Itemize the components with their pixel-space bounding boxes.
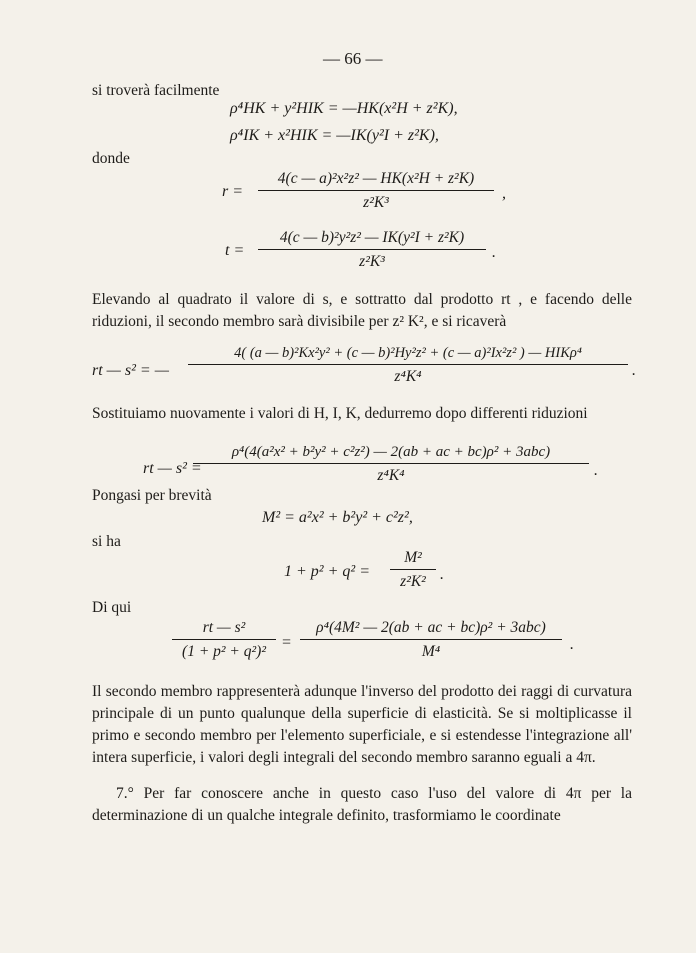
final-right-numerator: ρ⁴(4M² — 2(ab + ac + bc)ρ² + 3abc) xyxy=(316,619,546,636)
rt2-denominator: z⁴K⁴ xyxy=(377,467,405,484)
fraction-bar xyxy=(188,364,628,365)
r-tail: , xyxy=(502,185,506,202)
rt1-denominator: z⁴K⁴ xyxy=(394,368,422,385)
rt2-numerator: ρ⁴(4(a²x² + b²y² + c²z²) — 2(ab + ac + bc)ρ² + 3abc) xyxy=(231,444,551,460)
t-tail: . xyxy=(492,244,496,261)
rt1-fraction xyxy=(188,345,628,386)
rt1-tail: . xyxy=(632,362,636,379)
fraction-bar xyxy=(390,569,436,570)
t-lhs: t = xyxy=(225,242,245,259)
paragraph-sostituiamo: Sostituiamo nuovamente i valori di H, I, K, dedurremo dopo differenti riduzioni xyxy=(92,405,588,422)
rt2-fraction xyxy=(193,444,589,485)
p-tail: . xyxy=(440,566,444,583)
fraction-bar xyxy=(193,463,589,464)
rt2-tail: . xyxy=(594,462,598,479)
final-left-denominator: (1 + p² + q²)² xyxy=(182,643,266,660)
fraction-bar xyxy=(258,249,486,250)
fraction-bar xyxy=(172,639,276,640)
t-fraction xyxy=(258,229,486,271)
final-left-numerator: rt — s² xyxy=(202,619,246,636)
di-qui-text: Di qui xyxy=(92,599,132,616)
fraction-bar xyxy=(258,190,494,191)
intro-text: si troverà facilmente xyxy=(92,82,220,99)
paragraph-secondo: Il secondo membro rappresenterà adunque l'inverso del prodotto dei raggi di curvatura principale di un punto qualunque della superficie di elasticità. Se si moltiplicasse il primo e secondo membro per l'elemento superficiale, e si estendesse l'integrazione all' intera superficie, i valori degli integrali del secondo membro saranno eguali a 4π. xyxy=(92,683,632,766)
r-numerator: 4(c — a)²x²z² — HK(x²H + z²K) xyxy=(277,170,475,187)
si-ha-text: si ha xyxy=(92,533,121,550)
r-denominator: z²K³ xyxy=(363,194,389,211)
final-right-fraction xyxy=(300,619,562,661)
p-fraction xyxy=(390,549,436,591)
equation-2: ρ⁴IK + x²HIK = —IK(y²I + z²K), xyxy=(230,127,439,144)
p-lhs: 1 + p² + q² = xyxy=(284,563,370,580)
rt2-lhs: rt — s² = xyxy=(143,460,202,477)
rt1-numerator: 4( (a — b)²Kx²y² + (c — b)²Hy²z² + (c — a)²Ix²z² ) — HIKρ⁴ xyxy=(234,345,582,361)
donde-text: donde xyxy=(92,150,130,167)
final-tail: . xyxy=(570,636,574,653)
m-equation: M² = a²x² + b²y² + c²z², xyxy=(262,509,413,526)
fraction-bar xyxy=(300,639,562,640)
t-numerator: 4(c — b)²y²z² — IK(y²I + z²K) xyxy=(279,229,465,246)
pongasi-text: Pongasi per brevità xyxy=(92,487,212,504)
r-fraction xyxy=(258,170,494,212)
t-denominator: z²K³ xyxy=(359,253,385,270)
paragraph-elevando: Elevando al quadrato il valore di s, e sottratto dal prodotto rt , e facendo delle riduzioni, il secondo membro sarà divisibile per z² K², e si ricaverà xyxy=(92,291,632,330)
paragraph-7: 7.° Per far conoscere anche in questo caso l'uso del valore di 4π per la determinazione di un qualche integrale definito, trasformiamo le coordinate xyxy=(92,785,632,824)
equation-1: ρ⁴HK + y²HIK = —HK(x²H + z²K), xyxy=(230,100,458,117)
page-number: — 66 — xyxy=(323,49,383,68)
rt1-lhs: rt — s² = — xyxy=(92,362,169,379)
final-equals: = xyxy=(281,634,292,651)
p-numerator: M² xyxy=(404,549,422,566)
p-denominator: z²K² xyxy=(400,573,426,590)
final-left-fraction xyxy=(172,619,276,661)
r-lhs: r = xyxy=(222,183,244,200)
final-right-denominator: M⁴ xyxy=(421,643,441,660)
